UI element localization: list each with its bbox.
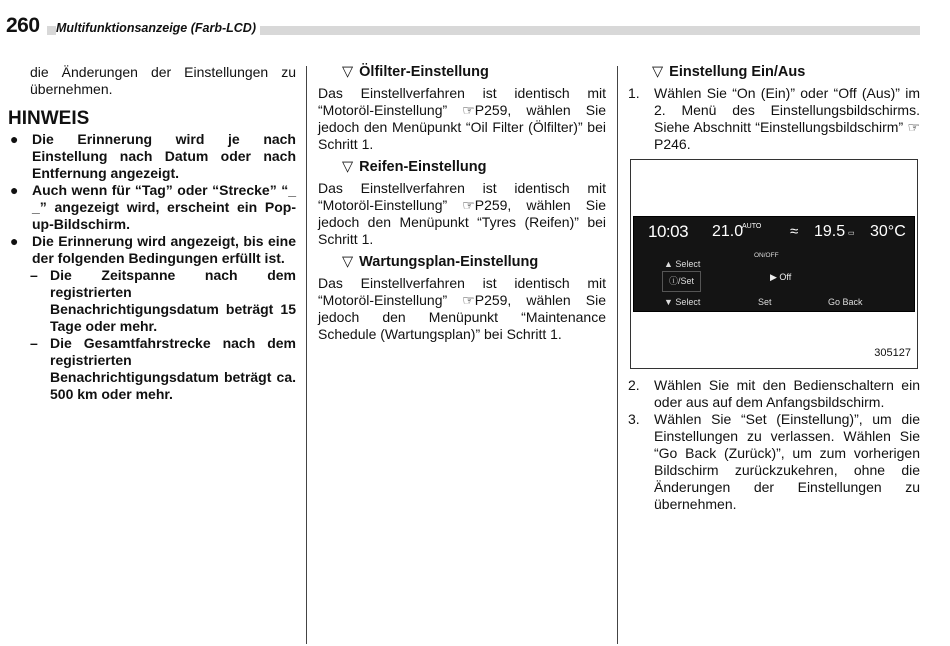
display-figure (630, 159, 918, 369)
intro-text: die Änderungen der Einstellungen zu übernehmen. (30, 64, 296, 97)
column-divider-2 (617, 66, 618, 644)
temp-right-readout: 19.5 (814, 223, 846, 240)
column-1 (8, 64, 296, 403)
figure-id: 305127 (874, 347, 911, 359)
bullet-icon: ● (10, 233, 19, 249)
triangle-icon: ▽ (342, 64, 354, 80)
section-text: Das Einstellverfahren ist identisch mit “Motoröl-Einstellung” ☞P259, wählen Sie jedoch den Menüpunkt “Maintenance Schedule (Wartungsplan)” bei Schritt 1. (318, 275, 606, 342)
step-item: 2. Wählen Sie mit den Bedienschaltern ein oder aus auf dem Anfangsbildschirm. (628, 377, 920, 410)
bullet-item: ● Auch wenn für “Tag” oder “Strecke” “_ _” angezeigt wird, erscheint ein Pop-up-Bildschirm. (10, 182, 296, 232)
lcd-screen (633, 216, 915, 312)
step-number: 1. (628, 85, 640, 101)
triangle-icon: ▽ (342, 254, 354, 270)
section-text: Das Einstellverfahren ist identisch mit “Motoröl-Einstellung” ☞P259, wählen Sie jedoch den Menüpunkt “Tyres (Reifen)” bei Schritt 1. (318, 180, 606, 247)
step-number: 3. (628, 411, 640, 427)
clock-readout: 10:03 (648, 222, 689, 241)
outside-icon: ▭ (848, 230, 855, 237)
auto-label: AUTO (742, 223, 762, 230)
go-back-button[interactable]: Go Back (828, 297, 863, 307)
set-button[interactable]: Set (758, 297, 772, 307)
column-2 (318, 64, 606, 349)
chapter-title: Multifunktionsanzeige (Farb-LCD) (56, 21, 260, 35)
bullet-icon: ● (10, 182, 19, 198)
page-number: 260 (6, 14, 40, 37)
triangle-icon: ▽ (652, 64, 664, 80)
section-heading: ▽ Ölfilter-Einstellung (342, 64, 489, 80)
outside-temp-readout: 30°C (870, 223, 906, 240)
bullet-item: ● Die Erinnerung wird angezeigt, bis eine der folgenden Bedingungen erfüllt ist. (10, 233, 296, 266)
select-down-button[interactable]: ▼ Select (664, 297, 701, 307)
sub-bullet-item: – Die Zeitspanne nach dem registrierten Benachrichtigungsdatum beträgt 15 Tage oder mehr. (30, 267, 296, 334)
section-heading: ▽ Reifen-Einstellung (342, 159, 487, 175)
temp-left-readout: 21.0 (712, 223, 744, 240)
triangle-icon: ▽ (342, 159, 354, 175)
bullet-icon: ● (10, 131, 19, 147)
page-header (0, 0, 950, 42)
dash-icon: – (30, 267, 38, 283)
column-divider-1 (306, 66, 307, 644)
section-heading: ▽ Wartungsplan-Einstellung (342, 254, 539, 270)
sub-bullet-item: – Die Gesamtfahrstrecke nach dem registrierten Benachrichtigungsdatum beträgt ca. 500 km oder mehr. (30, 335, 296, 402)
step-item: 3. Wählen Sie “Set (Einstellung)”, um die Einstellungen zu verlassen. Wählen Sie “Go Back (Zurück)”, um zum vorherigen Bildschirm zurückzukehren, ohne die Änderungen der Einstellungen zu übernehmen. (628, 411, 920, 512)
column-3 (628, 64, 920, 513)
onoff-label: ON/OFF (754, 252, 779, 259)
select-up-button[interactable]: ▲ Select (664, 259, 701, 269)
bullet-item: ● Die Erinnerung wird je nach Einstellung nach Datum oder nach Entfernung angezeigt. (10, 131, 296, 181)
fan-icon: ≈ (790, 223, 799, 240)
section-heading: ▽ Einstellung Ein/Aus (652, 64, 806, 80)
step-number: 2. (628, 377, 640, 393)
step-item: 1. Wählen Sie “On (Ein)” oder “Off (Aus)” im 2. Menü des Einstellungsbildschirms. Siehe Abschnitt “Einstellungsbildschirm” ☞P246. (628, 85, 920, 152)
off-value: ▶ Off (770, 272, 792, 282)
dash-icon: – (30, 335, 38, 351)
section-text: Das Einstellverfahren ist identisch mit “Motoröl-Einstellung” ☞P259, wählen Sie jedoch den Menüpunkt “Oil Filter (Ölfilter)” bei Schritt 1. (318, 85, 606, 152)
hinweis-heading: HINWEIS (8, 108, 90, 129)
set-info-button[interactable]: ⓘ/Set (662, 271, 701, 292)
